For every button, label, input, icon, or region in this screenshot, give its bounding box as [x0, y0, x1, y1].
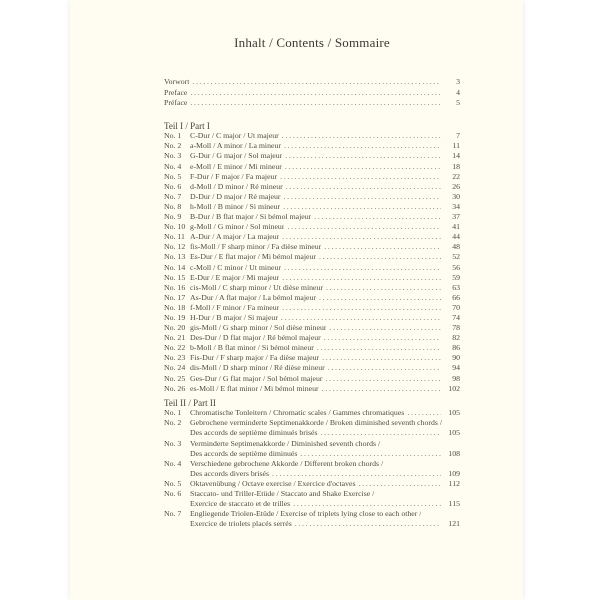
- dot-leader: [272, 469, 441, 479]
- entry-text: C-Dur / C major / Ut majeur: [190, 131, 279, 141]
- toc-row: [164, 459, 460, 469]
- page-number: 26: [452, 181, 460, 191]
- entry-number: No. 3: [164, 151, 182, 161]
- page-number: 82: [452, 333, 460, 343]
- entry-text: d-Moll / D minor / Ré mineur: [190, 181, 283, 191]
- entry-text: Staccato- und Triller-Etüde / Staccato and Shake Exercise /: [190, 488, 375, 498]
- entry-number: No. 10: [164, 222, 186, 232]
- entry-number: No. 26: [164, 383, 186, 393]
- dot-leader: [322, 384, 441, 394]
- entry-number: No. 24: [164, 363, 186, 373]
- entry-number: No. 1: [164, 131, 182, 141]
- entry-text: F-Dur / F major / Fa majeur: [190, 171, 278, 181]
- toc-row: [164, 408, 460, 418]
- toc-row: [164, 293, 460, 303]
- page-title: Inhalt / Contents / Sommaire: [234, 35, 390, 50]
- entry-text: Ges-Dur / G flat major / Sol bémol majeur: [190, 373, 323, 383]
- entry-text-continuation: Des accords de septième diminués brisés: [190, 428, 318, 438]
- page-number: 30: [452, 191, 460, 201]
- entry-text: fis-Moll / F sharp minor / Fa dièse mineur: [190, 242, 322, 252]
- dot-leader: [192, 77, 441, 88]
- page-number: 7: [456, 131, 460, 141]
- page-number: 115: [448, 499, 460, 509]
- toc-row: [164, 283, 460, 293]
- toc-row: [164, 192, 460, 202]
- dot-leader: [407, 408, 441, 418]
- entry-text: Gebrochene verminderte Septimenakkorde / Broken diminished seventh chords /: [190, 418, 443, 428]
- toc-row: [164, 273, 460, 283]
- entry-number: No. 20: [164, 323, 186, 333]
- toc-row: [164, 263, 460, 273]
- dot-leader: [326, 374, 441, 384]
- toc-row: [164, 489, 460, 499]
- dot-leader: [284, 263, 441, 273]
- entry-number: No. 2: [164, 418, 182, 428]
- toc-row: [164, 131, 460, 141]
- toc-row: [164, 323, 460, 333]
- toc-row-continuation: [164, 469, 460, 479]
- entry-number: No. 19: [164, 312, 186, 322]
- entry-text: Engliegende Triolen-Etüde / Exercise of triplets lying close to each other /: [190, 509, 422, 519]
- page-number: 98: [452, 373, 460, 383]
- toc-row: [164, 418, 460, 428]
- entry-text: G-Dur / G major / Sol majeur: [190, 151, 283, 161]
- entry-text: gis-Moll / G sharp minor / Sol dièse mineur: [190, 323, 327, 333]
- entry-number: No. 7: [164, 509, 182, 519]
- page-number: 94: [452, 363, 460, 373]
- page-number: 74: [452, 312, 460, 322]
- page-number: 52: [452, 252, 460, 262]
- dot-leader: [190, 98, 441, 109]
- dot-leader: [328, 363, 441, 373]
- entry-number: No. 9: [164, 212, 182, 222]
- page-number: 105: [448, 428, 460, 438]
- dot-leader: [321, 428, 441, 438]
- toc-row: [164, 303, 460, 313]
- dot-leader: [300, 449, 441, 459]
- dot-leader: [287, 222, 441, 232]
- entry-text: D-Dur / D major / Ré majeur: [190, 191, 281, 201]
- entry-text: g-Moll / G minor / Sol mineur: [190, 222, 285, 232]
- entry-number: No. 11: [164, 232, 185, 242]
- toc-row: [164, 151, 460, 161]
- page-number: 86: [452, 343, 460, 353]
- entry-text: dis-Moll / D sharp minor / Ré dièse mineur: [190, 363, 325, 373]
- dot-leader: [295, 519, 441, 529]
- entry-text: Des-Dur / D flat major / Ré bémol majeur: [190, 333, 321, 343]
- entry-number: No. 7: [164, 191, 182, 201]
- dot-leader: [284, 192, 441, 202]
- entry-number: No. 4: [164, 161, 182, 171]
- entry-text: Es-Dur / E flat major / Mi bémol majeur: [190, 252, 317, 262]
- entry-number: No. 25: [164, 373, 186, 383]
- page-number: 37: [452, 212, 460, 222]
- toc-row: [164, 141, 460, 151]
- toc-part: [164, 398, 460, 530]
- toc-row: [164, 98, 460, 109]
- entry-number: No. 15: [164, 272, 186, 282]
- dot-leader: [324, 242, 441, 252]
- toc-row: [164, 479, 460, 489]
- page-number: 18: [452, 161, 460, 171]
- entry-number: No. 17: [164, 292, 186, 302]
- part-heading: Teil I / Part I: [164, 120, 210, 131]
- dot-leader: [359, 479, 442, 489]
- dot-leader: [284, 141, 441, 151]
- entry-text: Fis-Dur / F sharp major / Fa dièse majeur: [190, 353, 320, 363]
- page-number: 3: [456, 77, 460, 86]
- dot-leader: [324, 333, 441, 343]
- entry-text: E-Dur / E major / Mi majeur: [190, 272, 280, 282]
- entry-number: No. 5: [164, 478, 182, 488]
- toc-row: [164, 232, 460, 242]
- toc-row: [164, 343, 460, 353]
- page-number: 4: [456, 87, 460, 97]
- entry-text: Verminderte Septimenakkorde / Diminished seventh chords /: [190, 438, 381, 448]
- dot-leader: [329, 323, 441, 333]
- entry-number: No. 4: [164, 458, 182, 468]
- page-number: 41: [452, 222, 460, 232]
- toc-row: [164, 202, 460, 212]
- entry-number: No. 21: [164, 333, 186, 343]
- page-number: 90: [452, 353, 460, 363]
- page-number: 34: [452, 201, 460, 211]
- page-number: 59: [452, 272, 460, 282]
- entry-number: No. 5: [164, 171, 182, 181]
- toc-parts: [164, 121, 460, 530]
- entry-text: H-Dur / B major / Si majeur: [190, 312, 278, 322]
- page-number: 44: [452, 232, 460, 242]
- dot-leader: [326, 283, 441, 293]
- entry-text-continuation: Des accords de septième diminués: [190, 448, 298, 458]
- dot-leader: [317, 343, 441, 353]
- entry-number: No. 2: [164, 141, 182, 151]
- entry-number: No. 12: [164, 242, 186, 252]
- toc-part: [164, 121, 460, 394]
- entry-text: a-Moll / A minor / La mineur: [190, 141, 281, 151]
- dot-leader: [319, 252, 441, 262]
- entry-text: b-Moll / B flat minor / Si bémol mineur: [190, 343, 314, 353]
- entry-text: f-Moll / F minor / Fa mineur: [190, 302, 280, 312]
- entry-text: es-Moll / E flat minor / Mi bémol mineur: [190, 383, 319, 393]
- toc-row: [164, 77, 460, 88]
- entry-text-continuation: Des accords divers brisés: [190, 468, 270, 478]
- toc-row: [164, 384, 460, 394]
- toc-row-continuation: [164, 428, 460, 438]
- page-number: 109: [448, 468, 460, 478]
- entry-text: cis-Moll / C sharp minor / Ut dièse mineur: [190, 282, 323, 292]
- entry-number: No. 3: [164, 438, 182, 448]
- toc-row: [164, 212, 460, 222]
- entry-number: No. 6: [164, 181, 182, 191]
- page-number: 48: [452, 242, 460, 252]
- page-number: 63: [452, 282, 460, 292]
- page-number: 14: [452, 151, 460, 161]
- entry-number: No. 23: [164, 353, 186, 363]
- dot-leader: [322, 353, 441, 363]
- page-number: 78: [452, 323, 460, 333]
- entry-number: No. 6: [164, 488, 182, 498]
- entry-text: Oktavenübung / Octave exercise / Exercice d'octaves: [190, 478, 356, 488]
- dot-leader: [282, 273, 441, 283]
- dot-leader: [190, 88, 441, 99]
- entry-number: No. 16: [164, 282, 186, 292]
- dot-leader: [282, 303, 441, 313]
- page-number: 5: [456, 98, 460, 108]
- dot-leader: [280, 172, 441, 182]
- book-page: [70, 0, 523, 600]
- entry-number: No. 13: [164, 252, 186, 262]
- toc-label: Vorwort: [164, 77, 190, 86]
- toc-row: [164, 252, 460, 262]
- toc-row-continuation: [164, 519, 460, 529]
- toc-row: [164, 353, 460, 363]
- dot-leader: [285, 151, 441, 161]
- entry-text-continuation: Exercice de triolets placés serrés: [190, 519, 292, 529]
- dot-leader: [286, 182, 441, 192]
- dot-leader: [281, 313, 441, 323]
- toc-row: [164, 242, 460, 252]
- page-number: 108: [448, 448, 460, 458]
- dot-leader: [319, 293, 441, 303]
- dot-leader: [282, 232, 441, 242]
- toc-row: [164, 509, 460, 519]
- entry-text: c-Moll / C minor / Ut mineur: [190, 262, 281, 272]
- dot-leader: [283, 202, 441, 212]
- page-number: 105: [448, 408, 460, 418]
- entry-number: No. 1: [164, 408, 182, 418]
- toc-row: [164, 172, 460, 182]
- toc-row: [164, 374, 460, 384]
- toc-row: [164, 363, 460, 373]
- entry-text: h-Moll / B minor / Si mineur: [190, 201, 281, 211]
- entry-number: No. 14: [164, 262, 186, 272]
- toc-row: [164, 222, 460, 232]
- toc-row: [164, 182, 460, 192]
- entry-number: No. 22: [164, 343, 186, 353]
- toc-row: [164, 333, 460, 343]
- toc-label: Preface: [164, 87, 188, 97]
- page-number: 121: [448, 519, 460, 529]
- entry-text: A-Dur / A major / La majeur: [190, 232, 280, 242]
- part-heading: Teil II / Part II: [164, 397, 216, 408]
- entry-text: e-Moll / E minor / Mi mineur: [190, 161, 282, 171]
- toc-row: [164, 162, 460, 172]
- page-number: 112: [448, 478, 460, 488]
- toc-label: Préface: [164, 98, 188, 108]
- entry-text: As-Dur / A flat major / La bémol majeur: [190, 292, 317, 302]
- toc-row: [164, 439, 460, 449]
- page-number: 102: [448, 383, 460, 393]
- entry-text-continuation: Exercice de staccato et de trilles: [190, 499, 291, 509]
- page-number: 11: [452, 141, 460, 151]
- dot-leader: [285, 162, 441, 172]
- page-number: 66: [452, 292, 460, 302]
- dot-leader: [282, 131, 441, 141]
- front-matter-list: [164, 77, 460, 109]
- dot-leader: [314, 212, 441, 222]
- toc-content: [164, 0, 460, 529]
- toc-row: [164, 88, 460, 99]
- entry-text: Verschiedene gebrochene Akkorde / Different broken chords /: [190, 458, 384, 468]
- page-number: 22: [452, 171, 460, 181]
- toc-row: [164, 313, 460, 323]
- dot-leader: [293, 499, 441, 509]
- entry-number: No. 18: [164, 302, 186, 312]
- page-number: 70: [452, 302, 460, 312]
- entry-text: Chromatische Tonleitern / Chromatic scales / Gammes chromatiques: [190, 408, 405, 418]
- entry-number: No. 8: [164, 201, 182, 211]
- entry-text: B-Dur / B flat major / Si bémol majeur: [190, 212, 312, 222]
- toc-row-continuation: [164, 499, 460, 509]
- page-number: 56: [452, 262, 460, 272]
- toc-row-continuation: [164, 449, 460, 459]
